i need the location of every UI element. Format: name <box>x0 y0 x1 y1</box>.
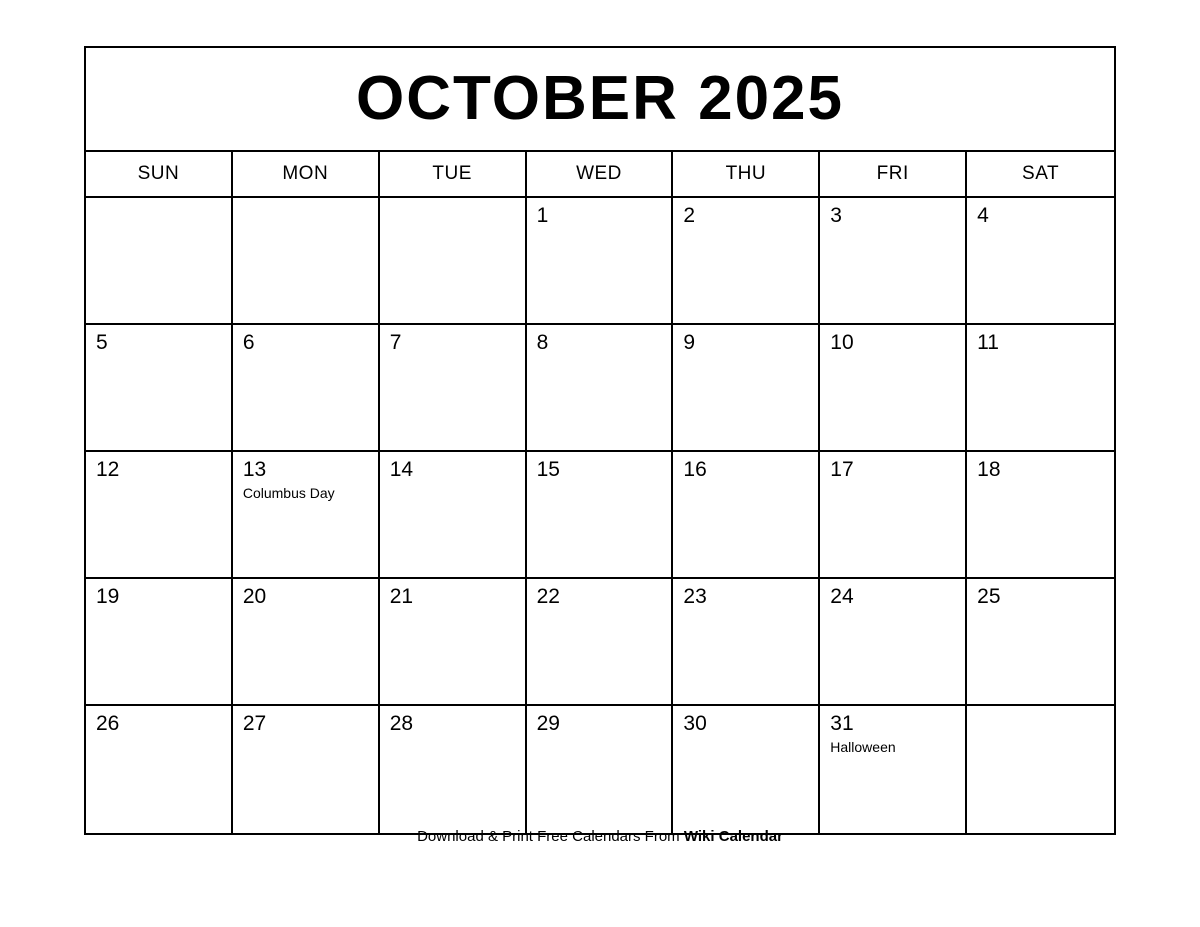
day-number: 2 <box>683 204 696 227</box>
calendar-container <box>84 46 1116 835</box>
day-cell[interactable] <box>527 198 674 323</box>
day-cell[interactable] <box>673 198 820 323</box>
day-cell[interactable] <box>233 452 380 577</box>
day-cell[interactable] <box>380 198 527 323</box>
page-title: OCTOBER 2025 <box>355 64 845 133</box>
day-cell[interactable] <box>233 579 380 704</box>
day-number: 15 <box>536 458 560 481</box>
weekday-sun: SUN <box>86 152 233 196</box>
day-cell[interactable] <box>673 325 820 450</box>
day-event: Halloween <box>830 739 896 756</box>
weekday-fri: FRI <box>820 152 967 196</box>
day-cell[interactable] <box>380 579 527 704</box>
calendar-title-bar <box>86 48 1114 152</box>
day-cell[interactable] <box>380 706 527 833</box>
day-cell[interactable] <box>673 706 820 833</box>
footer-attribution <box>0 828 1200 845</box>
day-number: 27 <box>242 712 267 735</box>
day-number: 5 <box>96 331 108 354</box>
week-row <box>86 706 1114 833</box>
day-number: 19 <box>96 585 120 608</box>
weekday-sat: SAT <box>1022 163 1060 184</box>
day-cell[interactable] <box>967 579 1114 704</box>
day-cell[interactable] <box>820 325 967 450</box>
weekday-thu: THU <box>673 152 820 196</box>
day-number: 8 <box>536 331 549 354</box>
day-cell[interactable] <box>86 325 233 450</box>
day-number: 22 <box>536 585 560 608</box>
week-row <box>86 452 1114 579</box>
day-cell[interactable] <box>967 706 1114 833</box>
day-number: 17 <box>830 458 854 481</box>
day-number: 21 <box>389 585 414 608</box>
day-cell[interactable] <box>233 198 380 323</box>
day-number: 29 <box>536 712 560 735</box>
day-number: 31 <box>830 712 854 735</box>
day-number: 24 <box>830 585 854 608</box>
calendar-weeks <box>86 198 1114 833</box>
day-cell[interactable] <box>86 198 233 323</box>
day-cell[interactable] <box>233 325 380 450</box>
week-row <box>86 198 1114 325</box>
day-cell[interactable] <box>967 452 1114 577</box>
day-number: 10 <box>830 331 854 354</box>
day-cell[interactable] <box>527 325 674 450</box>
day-cell[interactable] <box>527 579 674 704</box>
day-number: 11 <box>977 331 999 354</box>
footer-brand[interactable]: Wiki Calendar <box>683 828 783 845</box>
day-number: 3 <box>830 204 842 227</box>
day-number: 6 <box>242 331 255 354</box>
day-number: 7 <box>389 331 402 354</box>
day-cell[interactable] <box>820 198 967 323</box>
day-number: 9 <box>683 331 696 354</box>
weekday-mon: MON <box>233 152 380 196</box>
day-number: 13 <box>242 458 267 481</box>
day-cell[interactable] <box>673 579 820 704</box>
day-number: 30 <box>683 712 707 735</box>
day-number: 16 <box>683 458 707 481</box>
weekday-header-row <box>86 152 1114 198</box>
day-cell[interactable] <box>233 706 380 833</box>
footer-text: Download & Print Free Calendars From <box>417 828 684 845</box>
day-cell[interactable] <box>967 325 1114 450</box>
day-cell[interactable] <box>380 452 527 577</box>
day-cell[interactable] <box>673 452 820 577</box>
day-number: 25 <box>977 585 1001 608</box>
day-cell[interactable] <box>527 706 674 833</box>
day-number: 20 <box>242 585 267 608</box>
day-cell[interactable] <box>967 198 1114 323</box>
day-cell[interactable] <box>86 706 233 833</box>
day-cell[interactable] <box>380 325 527 450</box>
weekday-wed: WED <box>527 152 674 196</box>
day-number: 14 <box>389 458 414 481</box>
day-number: 1 <box>536 204 549 227</box>
week-row <box>86 325 1114 452</box>
day-event: Columbus Day <box>242 485 335 502</box>
day-cell[interactable] <box>820 706 967 833</box>
day-cell[interactable] <box>527 452 674 577</box>
day-number: 18 <box>977 458 1001 481</box>
day-number: 23 <box>683 585 707 608</box>
day-number: 12 <box>96 458 120 481</box>
day-cell[interactable] <box>86 452 233 577</box>
day-cell[interactable] <box>820 452 967 577</box>
day-number: 4 <box>977 204 989 227</box>
day-number: 28 <box>389 712 414 735</box>
day-cell[interactable] <box>820 579 967 704</box>
day-cell[interactable] <box>86 579 233 704</box>
weekday-tue: TUE <box>380 152 527 196</box>
week-row <box>86 579 1114 706</box>
day-number: 26 <box>96 712 120 735</box>
